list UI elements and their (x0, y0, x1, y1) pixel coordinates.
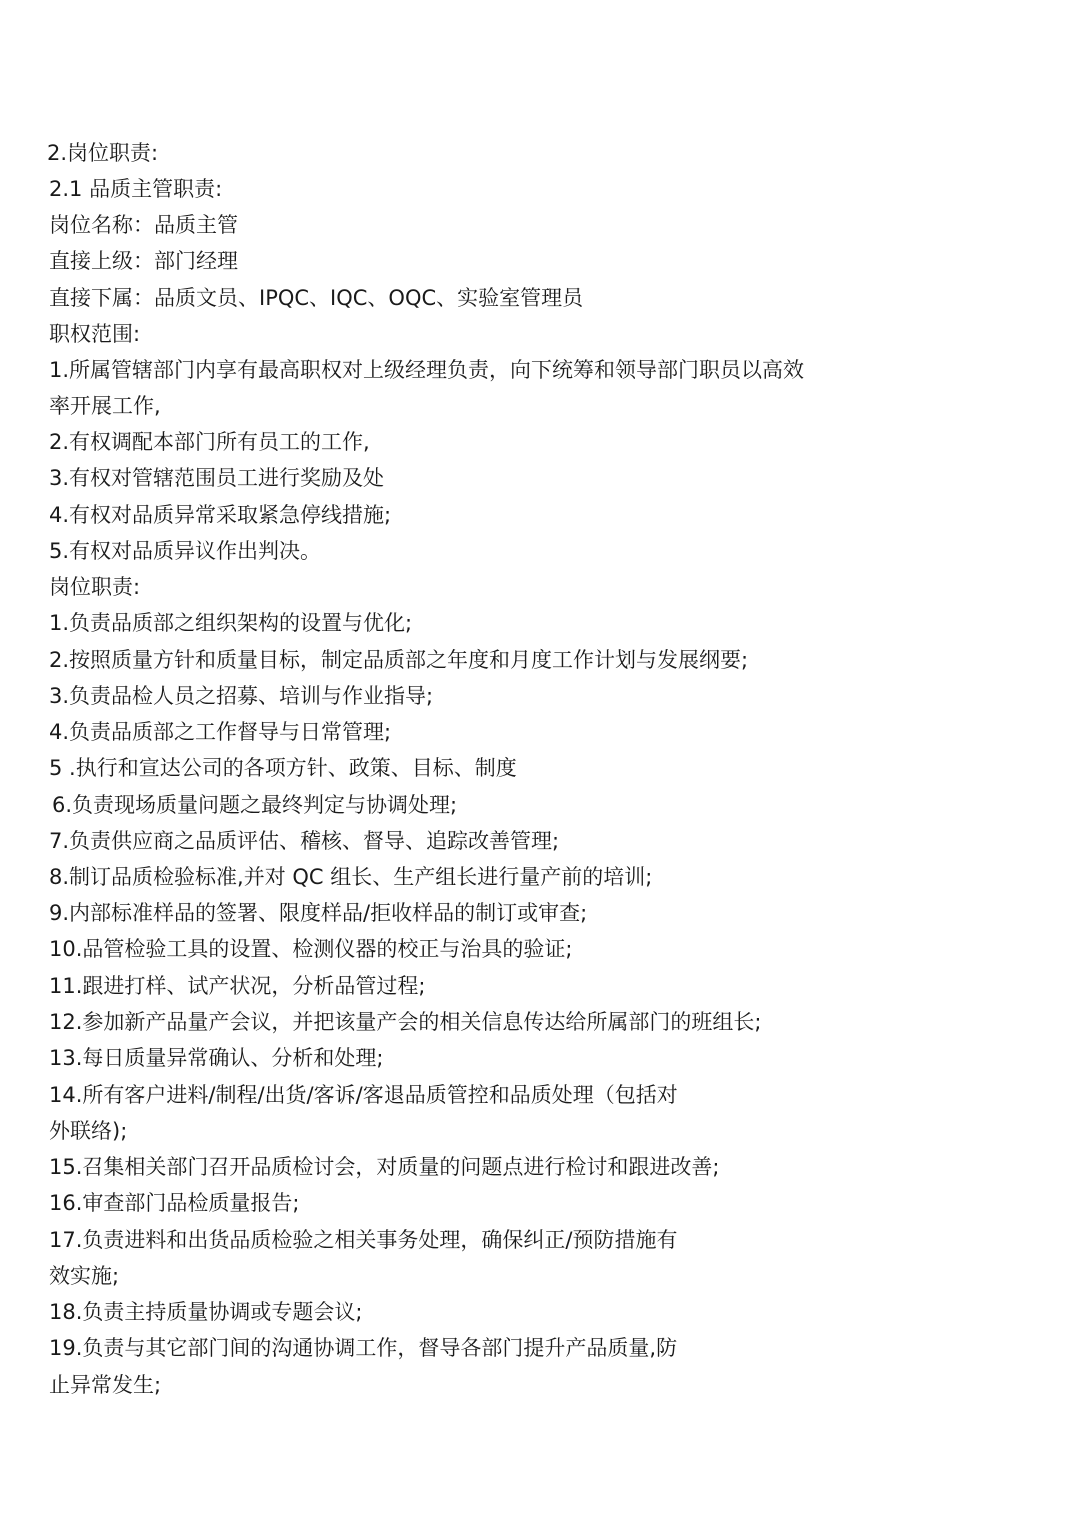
duty-item: 1.负责品质部之组织架构的设置与优化; (49, 611, 413, 635)
position-name: 岗位名称：品质主管 (49, 213, 238, 237)
authority-item: 2.有权调配本部门所有员工的工作, (49, 430, 370, 454)
duty-item: 7.负责供应商之品质评估、稽核、督导、追踪改善管理; (49, 829, 560, 853)
duty-item: 4.负责品质部之工作督导与日常管理; (49, 720, 392, 744)
authority-item: 3.有权对管辖范围员工进行奖励及处 (49, 466, 385, 490)
authority-item: 率开展工作, (49, 394, 161, 418)
direct-subordinates: 直接下属：品质文员、IPQC、IQC、OQC、实验室管理员 (49, 286, 584, 310)
duties-heading: 岗位职责: (49, 575, 141, 599)
authority-heading: 职权范围: (49, 322, 141, 346)
duty-item: 15.召集相关部门召开品质检讨会，对质量的问题点进行检讨和跟进改善; (49, 1155, 720, 1179)
duty-item: 17.负责进料和出货品质检验之相关事务处理，确保纠正/预防措施有 (49, 1228, 678, 1252)
duty-item: 14.所有客户进料/制程/出货/客诉/客退品质管控和品质处理（包括对 (49, 1083, 678, 1107)
duty-item: 8.制订品质检验标准,并对 QC 组长、生产组长进行量产前的培训; (49, 865, 653, 889)
authority-item: 1.所属管辖部门内享有最高职权对上级经理负责，向下统筹和领导部门职员以高效 (49, 358, 805, 382)
duty-item: 18.负责主持质量协调或专题会议; (49, 1300, 363, 1324)
duty-item: 外联络); (49, 1119, 128, 1143)
duty-item: 止异常发生; (49, 1373, 162, 1397)
duty-item: 6.负责现场质量问题之最终判定与协调处理; (52, 793, 458, 817)
duty-item: 3.负责品检人员之招募、培训与作业指导; (49, 684, 434, 708)
duty-item: 16.审查部门品检质量报告; (49, 1191, 300, 1215)
section-heading: 2.岗位职责: (47, 141, 159, 165)
authority-item: 5.有权对品质异议作出判决。 (49, 539, 322, 563)
duty-item: 2.按照质量方针和质量目标，制定品质部之年度和月度工作计划与发展纲要; (49, 648, 749, 672)
duty-item: 12.参加新产品量产会议，并把该量产会的相关信息传达给所属部门的班组长; (49, 1010, 762, 1034)
direct-superior: 直接上级：部门经理 (49, 249, 238, 273)
duty-item: 10.品管检验工具的设置、检测仪器的校正与治具的验证; (49, 937, 573, 961)
duty-item: 效实施; (49, 1264, 120, 1288)
duty-item: 11.跟进打样、试产状况，分析品管过程; (49, 974, 426, 998)
duty-item: 13.每日质量异常确认、分析和处理; (49, 1046, 384, 1070)
authority-item: 4.有权对品质异常采取紧急停线措施; (49, 503, 392, 527)
duty-item: 5 .执行和宣达公司的各项方针、政策、目标、制度 (49, 756, 517, 780)
duty-item: 19.负责与其它部门间的沟通协调工作，督导各部门提升产品质量,防 (49, 1336, 678, 1360)
subsection-heading: 2.1 品质主管职责: (49, 177, 223, 201)
duty-item: 9.内部标准样品的签署、限度样品/拒收样品的制订或审查; (49, 901, 588, 925)
